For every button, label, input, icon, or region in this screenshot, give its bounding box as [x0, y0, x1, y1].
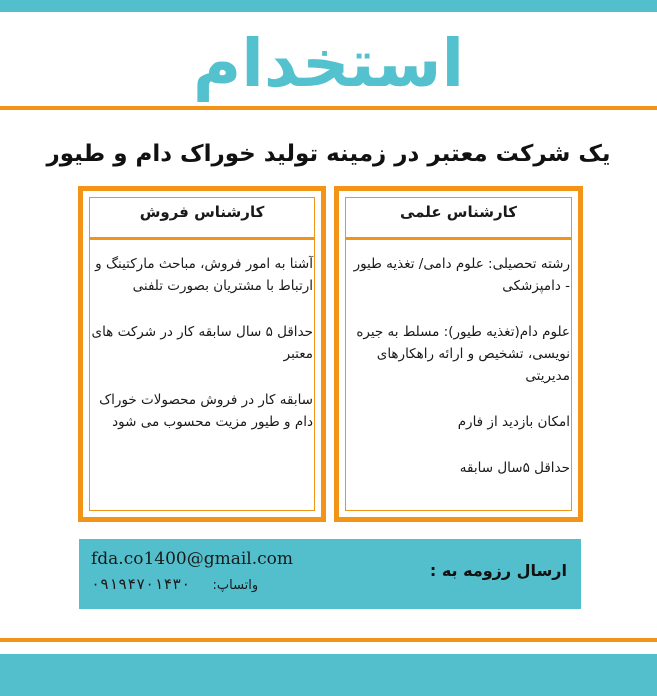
science-item: علوم دام(تغذیه طیور): مسلط به جیره نویسی، تشخیص و ارائه راهکارهای مدیریتی — [356, 324, 570, 384]
bottom-divider — [0, 638, 657, 642]
whatsapp-line — [91, 575, 311, 593]
bottom-accent-bar — [0, 654, 657, 696]
science-item: امکان بازدید از فارم — [457, 414, 570, 430]
sales-card-body — [91, 253, 313, 457]
sales-item: آشنا به امور فروش، مباحث مارکتینگ و ارتباط با مشتریان بصورت تلفنی — [95, 256, 313, 294]
whatsapp-number[interactable]: ۰۹۱۹۴۷۰۱۴۳۰ — [91, 575, 191, 593]
sales-item: سابقه کار در فروش محصولات خوراک دام و طیور مزیت محسوب می شود — [99, 392, 313, 430]
science-card-rule — [345, 237, 572, 240]
science-card-body — [347, 253, 570, 503]
science-card-title: کارشناس علمی — [399, 203, 518, 221]
contact-box — [79, 539, 581, 609]
email-address[interactable]: fda.co1400@gmail.com — [91, 549, 294, 569]
whatsapp-label: واتساپ: — [212, 578, 259, 593]
science-item: حداقل ۵سال سابقه — [459, 460, 570, 476]
page-title: استخدام — [192, 25, 465, 102]
science-item: رشته تحصیلی: علوم دامی/ تغذیه طیور - دامپزشکی — [353, 256, 570, 294]
top-divider — [0, 106, 657, 110]
sales-card-title: کارشناس فروش — [139, 203, 265, 221]
subtitle: یک شرکت معتبر در زمینه تولید خوراک دام و طیور — [46, 141, 611, 167]
sales-card — [78, 186, 326, 522]
science-card — [334, 186, 583, 522]
sales-card-rule — [89, 237, 315, 240]
top-accent-bar — [0, 0, 657, 12]
sales-item: حداقل ۵ سال سابقه کار در شرکت های معتبر — [91, 324, 313, 362]
send-resume-label: ارسال رزومه به : — [429, 561, 567, 580]
